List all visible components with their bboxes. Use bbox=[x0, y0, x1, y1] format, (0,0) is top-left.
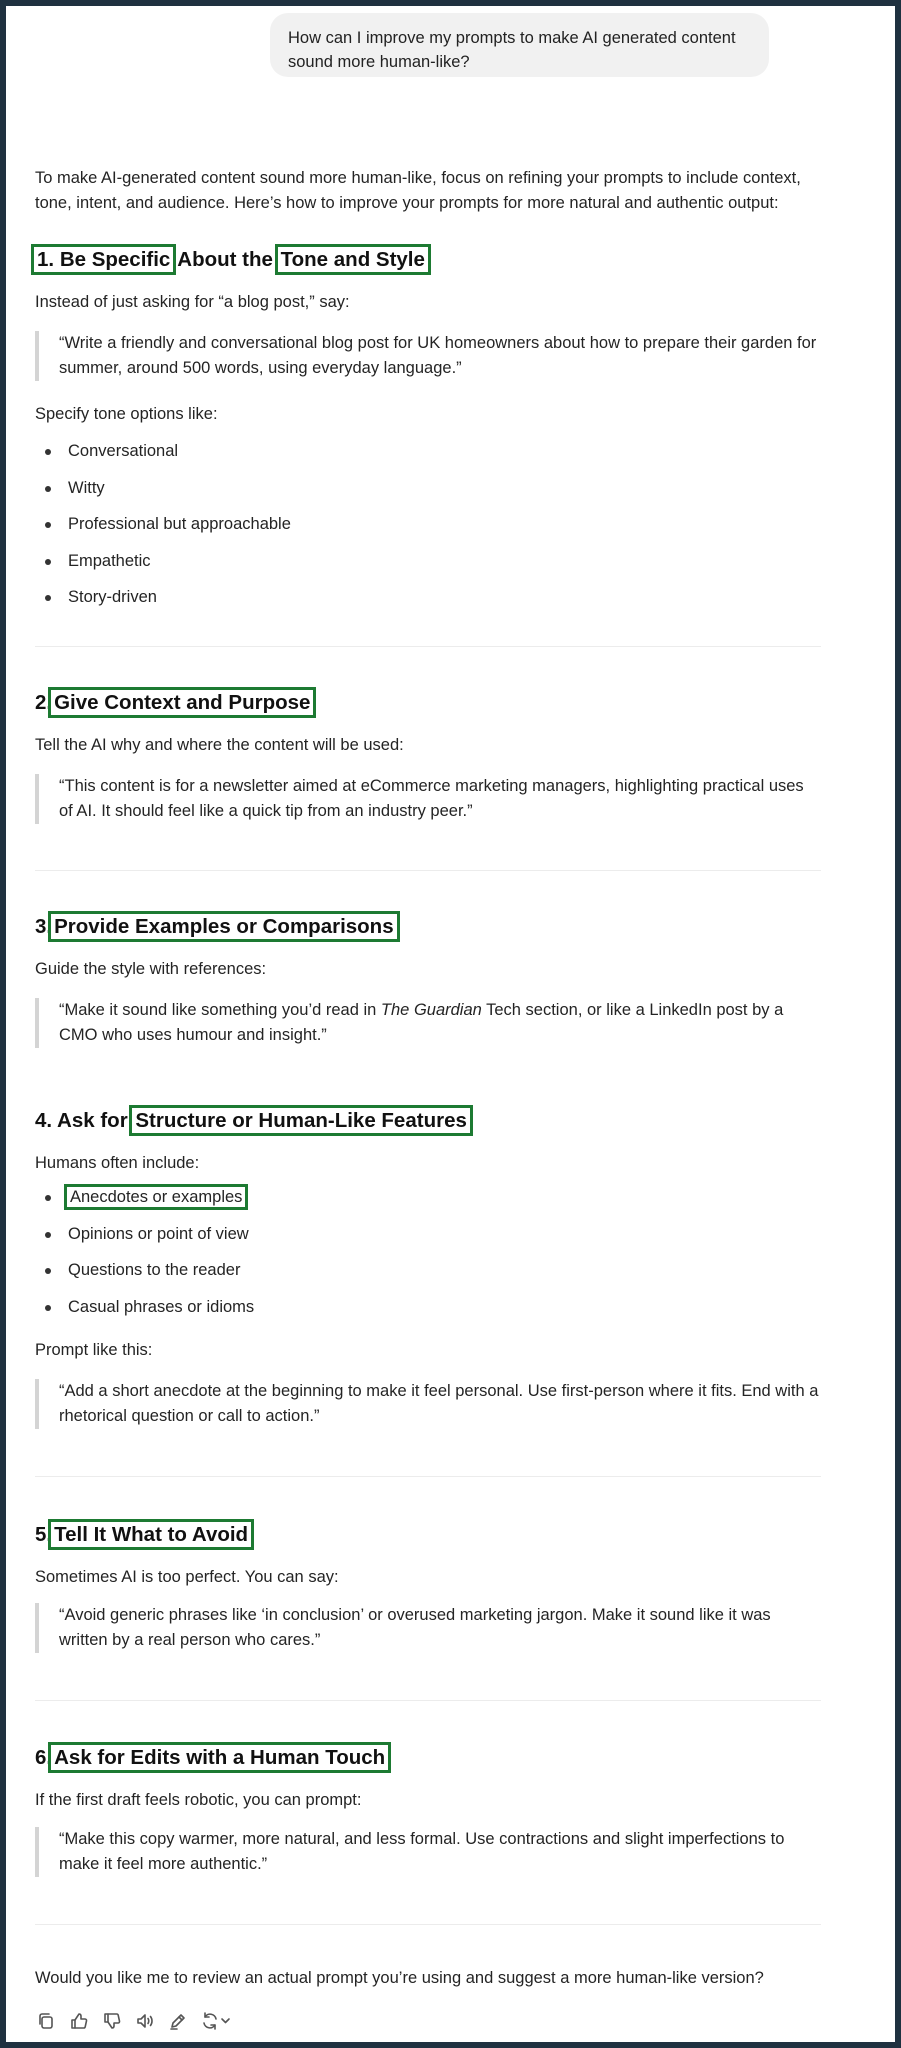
heading-highlight-box: Provide Examples or Comparisons bbox=[54, 915, 394, 938]
closing-question: Would you like me to review an actual prompt you’re using and suggest a more human-like version? bbox=[35, 1969, 764, 1987]
section-1-heading: 1. Be Specific About the Tone and Style bbox=[37, 248, 425, 271]
list-item: Story-driven bbox=[35, 585, 291, 622]
section-divider bbox=[35, 870, 821, 871]
section-6-quote: “Make this copy warmer, more natural, and less formal. Use contractions and slight imperfections to make it feel more authentic.” bbox=[35, 1827, 821, 1877]
heading-highlight-box: Structure or Human-Like Features bbox=[135, 1109, 467, 1132]
human-features-list bbox=[35, 1185, 254, 1331]
section-4-lead: Humans often include: bbox=[35, 1154, 200, 1172]
section-divider bbox=[35, 1924, 821, 1925]
heading-highlight-box: 1. Be Specific bbox=[37, 248, 171, 271]
item-highlight-box: Anecdotes or examples bbox=[70, 1188, 243, 1206]
section-2-heading: 2.Give Context and Purpose bbox=[35, 691, 311, 714]
section-2-lead: Tell the AI why and where the content will be used: bbox=[35, 736, 404, 754]
heading-highlight-box: Tell It What to Avoid bbox=[54, 1523, 249, 1546]
copy-icon[interactable] bbox=[35, 2010, 57, 2032]
section-5-quote: “Avoid generic phrases like ‘in conclusion’ or overused marketing jargon. Make it sound like it was written by a real person who cares.” bbox=[35, 1603, 821, 1653]
tone-options-list bbox=[35, 439, 291, 622]
section-5-lead: Sometimes AI is too perfect. You can say: bbox=[35, 1568, 339, 1586]
section-divider bbox=[35, 1476, 821, 1477]
section-4-followup: Prompt like this: bbox=[35, 1341, 153, 1359]
user-message-text: How can I improve my prompts to make AI generated content sound more human-like? bbox=[288, 29, 736, 71]
regenerate-icon[interactable] bbox=[200, 2010, 234, 2032]
chat-window bbox=[6, 6, 895, 2042]
list-item: Questions to the reader bbox=[35, 1258, 254, 1295]
thumbs-up-icon[interactable] bbox=[68, 2010, 90, 2032]
section-3-heading: 3.Provide Examples or Comparisons bbox=[35, 915, 394, 938]
message-actions-toolbar bbox=[35, 2010, 234, 2032]
user-message-bubble bbox=[270, 13, 769, 77]
list-item: Empathetic bbox=[35, 549, 291, 586]
section-1-followup: Specify tone options like: bbox=[35, 405, 218, 423]
section-4-quote: “Add a short anecdote at the beginning to make it feel personal. Use first-person where it fits. End with a rhetorical question or call to action.” bbox=[35, 1379, 821, 1429]
list-item: Opinions or point of view bbox=[35, 1222, 254, 1259]
section-6-heading: 6.Ask for Edits with a Human Touch bbox=[35, 1746, 386, 1769]
section-3-quote: “Make it sound like something you’d read in The Guardian Tech section, or like a LinkedIn post by a CMO who uses humour and insight.” bbox=[35, 998, 821, 1048]
read-aloud-icon[interactable] bbox=[134, 2010, 156, 2032]
section-1-lead: Instead of just asking for “a blog post,” say: bbox=[35, 293, 350, 311]
heading-highlight-box: Tone and Style bbox=[280, 248, 425, 271]
section-divider bbox=[35, 646, 821, 647]
section-4-heading: 4. Ask for Structure or Human-Like Features bbox=[35, 1109, 467, 1132]
list-item bbox=[35, 1185, 254, 1222]
list-item: Casual phrases or idioms bbox=[35, 1295, 254, 1332]
section-1-quote: “Write a friendly and conversational blog post for UK homeowners about how to prepare their garden for summer, around 500 words, using everyday language.” bbox=[35, 331, 821, 381]
thumbs-down-icon[interactable] bbox=[101, 2010, 123, 2032]
heading-highlight-box: Ask for Edits with a Human Touch bbox=[54, 1746, 386, 1769]
list-item: Professional but approachable bbox=[35, 512, 291, 549]
list-item: Witty bbox=[35, 476, 291, 513]
section-divider bbox=[35, 1700, 821, 1701]
section-6-lead: If the first draft feels robotic, you can prompt: bbox=[35, 1791, 362, 1809]
heading-highlight-box: Give Context and Purpose bbox=[54, 691, 311, 714]
section-5-heading: 5.Tell It What to Avoid bbox=[35, 1523, 249, 1546]
section-2-quote: “This content is for a newsletter aimed at eCommerce marketing managers, highlighting practical uses of AI. It should feel like a quick tip from an industry peer.” bbox=[35, 774, 821, 824]
intro-paragraph: To make AI-generated content sound more human-like, focus on refining your prompts to include context, tone, intent, and audience. Here’s how to improve your prompts for more natural and authentic output: bbox=[35, 169, 801, 212]
list-item: Conversational bbox=[35, 439, 291, 476]
edit-icon[interactable] bbox=[167, 2010, 189, 2032]
section-3-lead: Guide the style with references: bbox=[35, 960, 267, 978]
